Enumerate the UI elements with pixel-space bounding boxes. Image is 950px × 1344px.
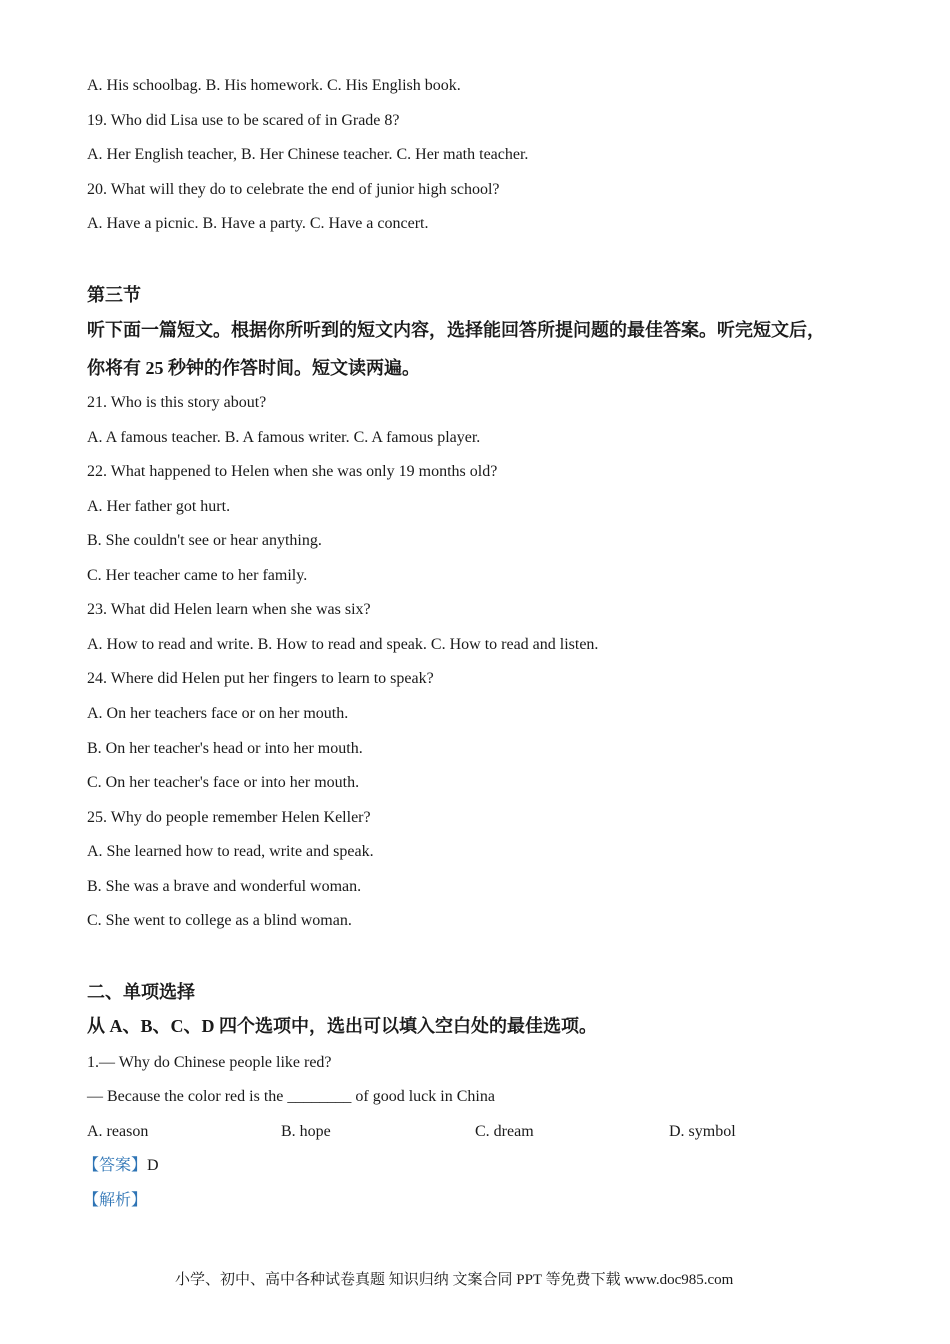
analysis-row: [83, 1191, 147, 1211]
option-q25-b: B. She was a brave and wonderful woman.: [87, 878, 362, 895]
option-line-q21: A. A famous teacher. B. A famous writer. C. A famous player.: [87, 429, 481, 446]
part-2-title: 二、单项选择: [87, 982, 195, 1002]
option-line-q20: A. Have a picnic. B. Have a party. C. Have a concert.: [87, 215, 429, 232]
question-21: 21. Who is this story about?: [87, 394, 267, 411]
question-20: 20. What will they do to celebrate the end of junior high school?: [87, 181, 500, 198]
option-q24-a: A. On her teachers face or on her mouth.: [87, 705, 349, 722]
question-22: 22. What happened to Helen when she was only 19 months old?: [87, 463, 498, 480]
option-q24-b: B. On her teacher's head or into her mouth.: [87, 740, 363, 757]
section-3-instruction-1: 听下面一篇短文。根据你所听到的短文内容，选择能回答所提问题的最佳答案。听完短文后，: [87, 320, 825, 340]
option-a: A. reason: [87, 1123, 149, 1140]
option-d: D. symbol: [669, 1123, 736, 1140]
option-q22-b: B. She couldn't see or hear anything.: [87, 532, 322, 549]
question-1-line-1: 1.— Why do Chinese people like red?: [87, 1054, 332, 1071]
question-24: 24. Where did Helen put her fingers to learn to speak?: [87, 670, 434, 687]
part-2-instruction: 从 A、B、C、D 四个选项中，选出可以填入空白处的最佳选项。: [87, 1016, 598, 1036]
option-c: C. dream: [475, 1123, 534, 1140]
option-q25-c: C. She went to college as a blind woman.: [87, 912, 352, 929]
section-3-title: 第三节: [87, 285, 141, 305]
analysis-label: 【解析】: [83, 1192, 148, 1209]
answer-row: [83, 1156, 159, 1176]
section-3-instruction-2: 你将有 25 秒钟的作答时间。短文读两遍。: [87, 358, 420, 378]
option-q25-a: A. She learned how to read, write and speak.: [87, 843, 374, 860]
question-19: 19. Who did Lisa use to be scared of in Grade 8?: [87, 112, 400, 129]
option-line-q23: A. How to read and write. B. How to read and speak. C. How to read and listen.: [87, 636, 599, 653]
question-1-line-2: — Because the color red is the ________ of good luck in China: [87, 1088, 495, 1105]
option-b: B. hope: [281, 1123, 331, 1140]
option-q24-c: C. On her teacher's face or into her mouth.: [87, 774, 360, 791]
question-25: 25. Why do people remember Helen Keller?: [87, 809, 371, 826]
question-1-options: [87, 1122, 787, 1142]
answer-label: 【答案】: [83, 1157, 148, 1174]
answer-value: D: [147, 1157, 159, 1174]
option-line-q19: A. Her English teacher, B. Her Chinese teacher. C. Her math teacher.: [87, 146, 529, 163]
option-q22-c: C. Her teacher came to her family.: [87, 567, 308, 584]
option-q22-a: A. Her father got hurt.: [87, 498, 231, 515]
question-23: 23. What did Helen learn when she was six?: [87, 601, 371, 618]
page-footer: 小学、初中、高中各种试卷真题 知识归纳 文案合同 PPT 等免费下载 www.doc985.com: [175, 1272, 734, 1288]
option-line-q18: A. His schoolbag. B. His homework. C. His English book.: [87, 77, 461, 94]
